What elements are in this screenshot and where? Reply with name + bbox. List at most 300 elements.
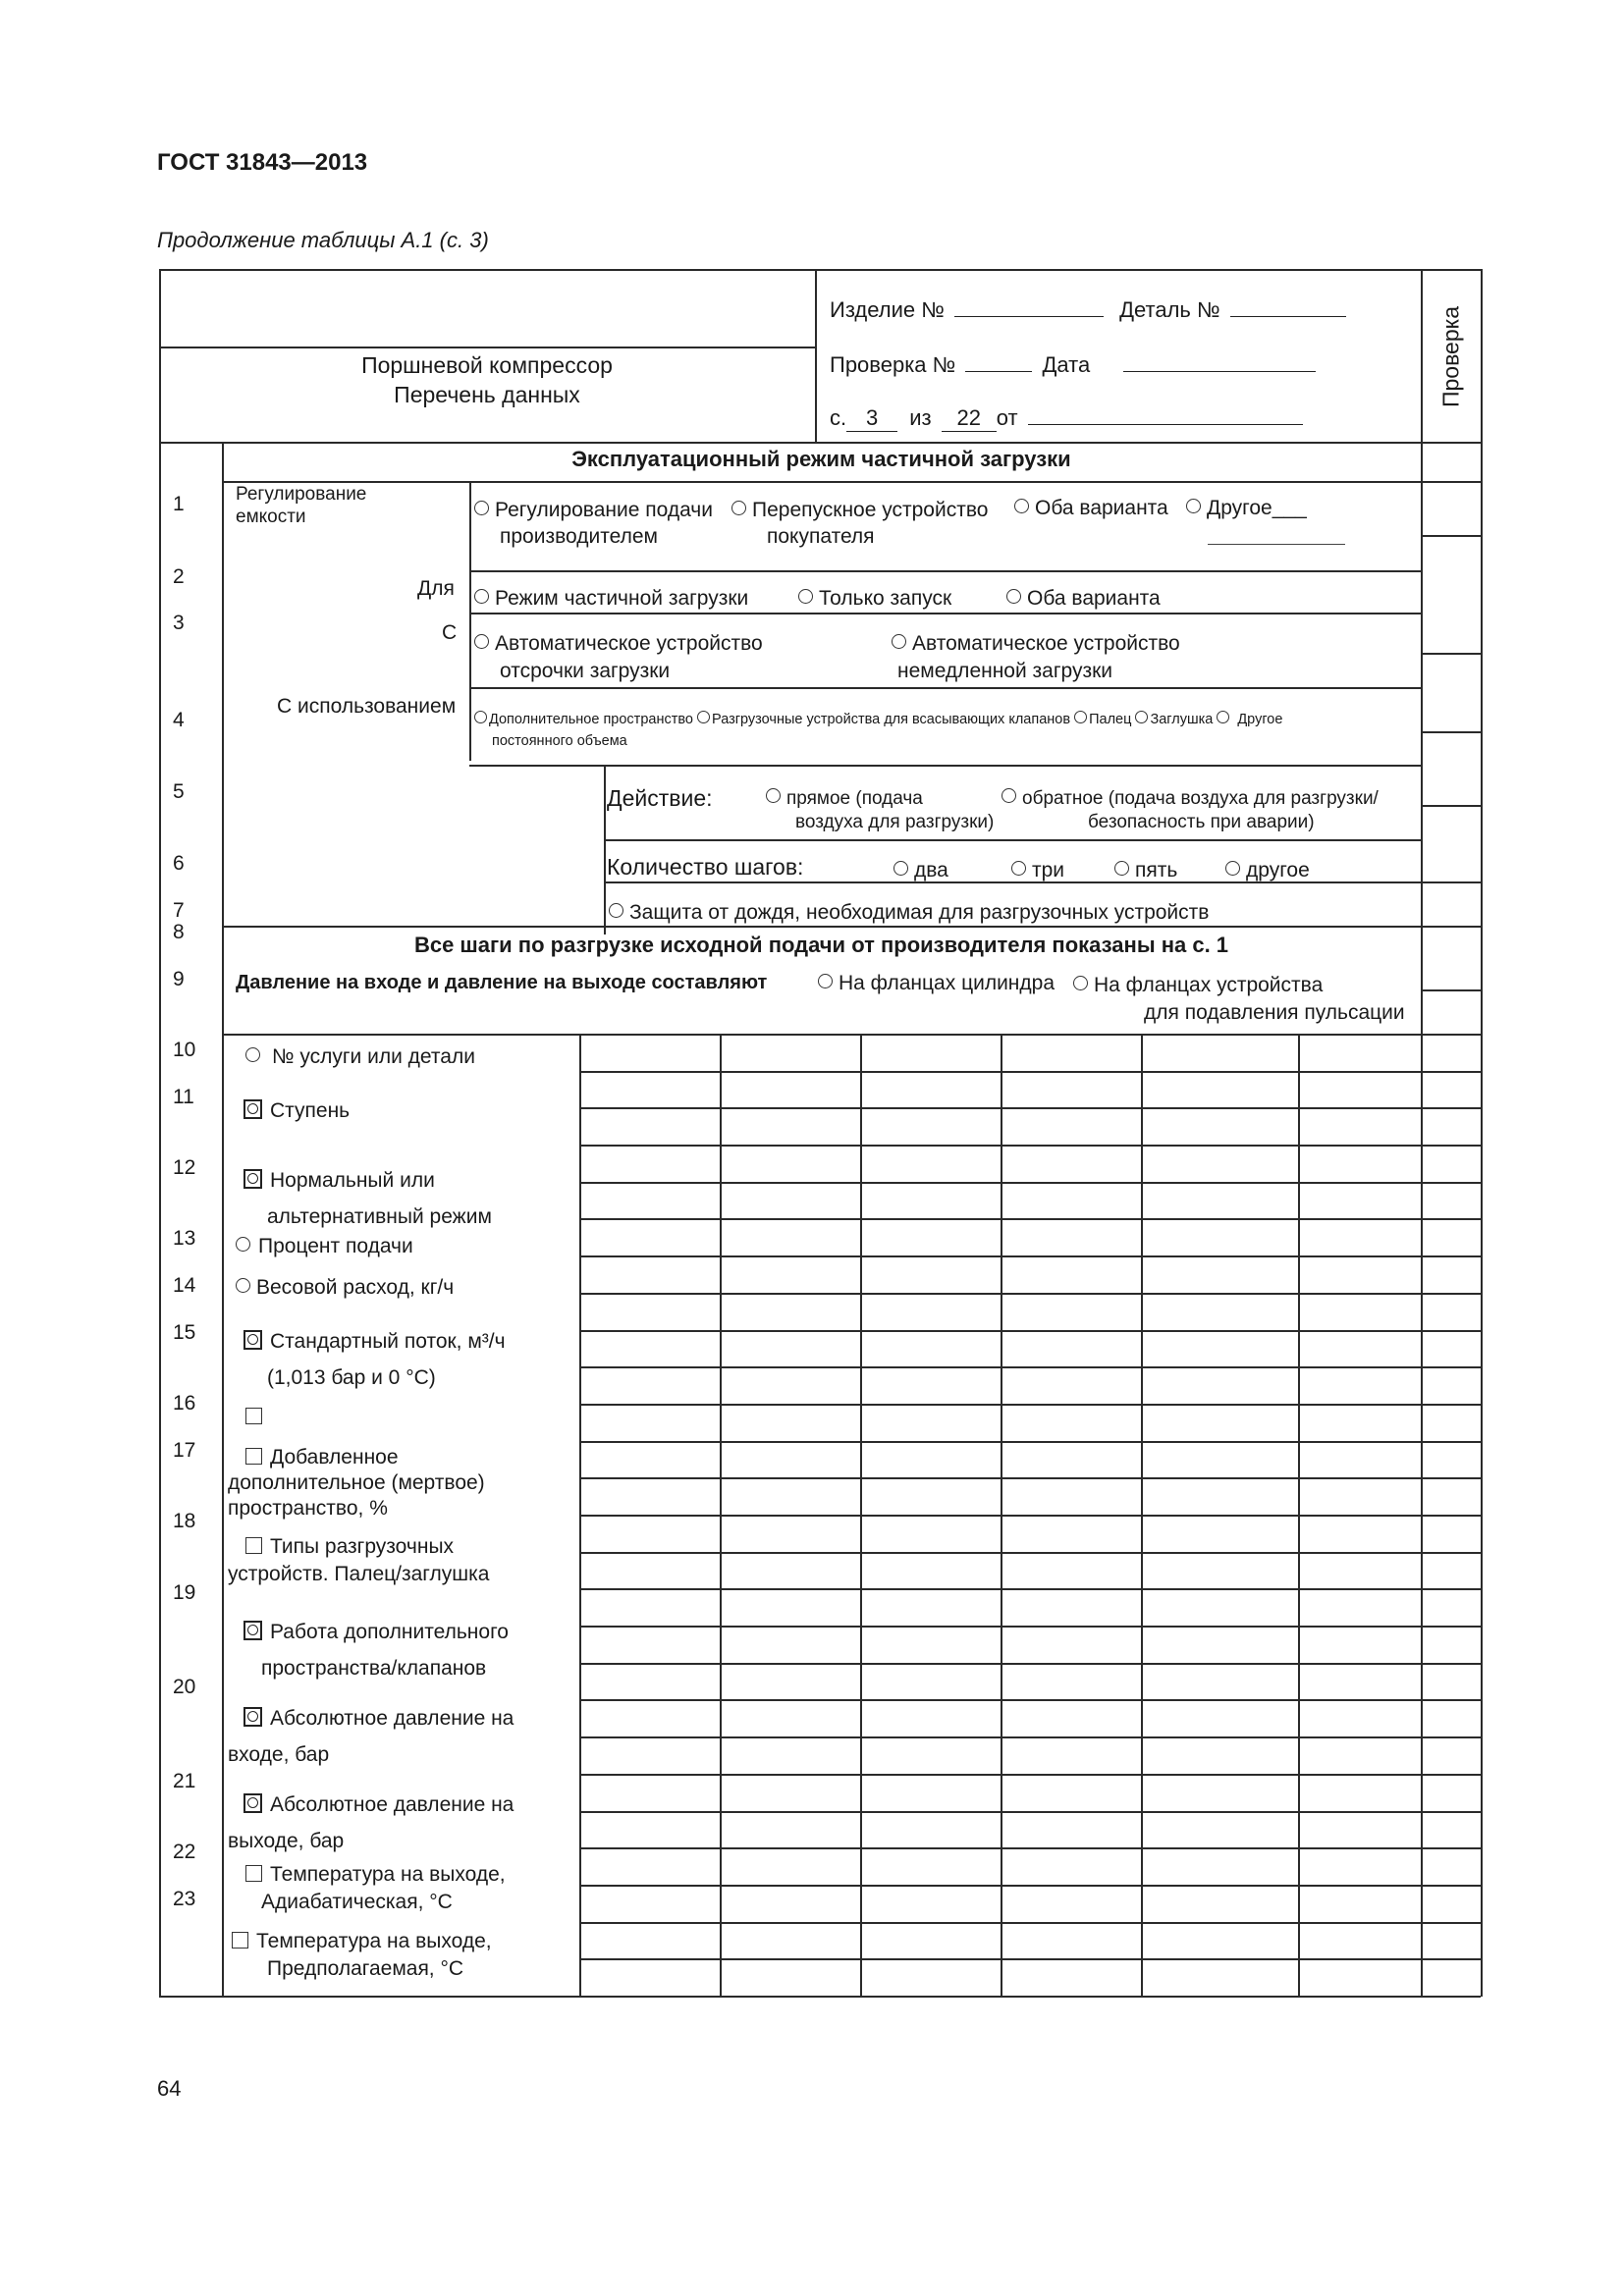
grid-cell[interactable] xyxy=(1143,1184,1297,1218)
with-option-2-line2: немедленной загрузки xyxy=(897,660,1113,682)
row-number: 8 xyxy=(173,921,185,943)
check-cell[interactable] xyxy=(1423,1109,1480,1144)
grid-cell[interactable] xyxy=(1143,1479,1297,1514)
steps-option-3[interactable] xyxy=(1114,859,1177,882)
grid-cell[interactable] xyxy=(1300,1554,1420,1588)
checkbox-icon[interactable] xyxy=(245,1537,262,1554)
grid-cell[interactable] xyxy=(862,1590,1000,1625)
grid-cell[interactable] xyxy=(1002,1590,1140,1625)
grid-cell[interactable] xyxy=(1143,1147,1297,1181)
radio-icon[interactable] xyxy=(474,634,489,649)
using-option-4[interactable] xyxy=(1135,712,1213,727)
check-cell[interactable] xyxy=(1423,1406,1480,1440)
grid-cell[interactable] xyxy=(581,1109,719,1144)
grid-cell[interactable] xyxy=(722,1073,859,1107)
grid-cell[interactable] xyxy=(1300,1443,1420,1477)
data-row-label-text: Типы разгрузочных xyxy=(270,1535,455,1558)
check-cell[interactable] xyxy=(1423,1184,1480,1218)
grid-cell[interactable] xyxy=(1002,1368,1140,1403)
check-cell[interactable] xyxy=(1423,1036,1480,1070)
grid-cell[interactable] xyxy=(722,1109,859,1144)
grid-cell[interactable] xyxy=(1002,1036,1140,1070)
row-number: 5 xyxy=(173,780,185,803)
radio-icon[interactable] xyxy=(893,861,908,876)
grid-cell[interactable] xyxy=(862,1257,1000,1292)
grid-cell[interactable] xyxy=(862,1887,1000,1921)
check-cell[interactable] xyxy=(1423,1332,1480,1366)
checked-radio-box-icon[interactable] xyxy=(244,1169,262,1189)
grid-cell[interactable] xyxy=(581,1406,719,1440)
grid-cell[interactable] xyxy=(581,1960,719,1995)
grid-cell[interactable] xyxy=(1002,1628,1140,1662)
radio-icon[interactable] xyxy=(236,1278,250,1293)
grid-cell[interactable] xyxy=(1002,1665,1140,1699)
grid-cell[interactable] xyxy=(1002,1184,1140,1218)
using-option-5-label: Другое xyxy=(1237,712,1283,727)
check-cell[interactable] xyxy=(1423,1849,1480,1884)
grid-cell[interactable] xyxy=(722,1665,859,1699)
radio-icon[interactable] xyxy=(1074,711,1087,723)
grid-cell[interactable] xyxy=(1002,1147,1140,1181)
radio-icon[interactable] xyxy=(697,711,710,723)
page-number: 64 xyxy=(157,2076,182,2101)
grid-cell[interactable] xyxy=(1143,1554,1297,1588)
grid-cell[interactable] xyxy=(581,1665,719,1699)
grid-cell[interactable] xyxy=(1300,1665,1420,1699)
radio-icon[interactable] xyxy=(1011,861,1026,876)
grid-cell[interactable] xyxy=(862,1701,1000,1735)
grid-cell[interactable] xyxy=(862,1849,1000,1884)
pressure-option-2[interactable] xyxy=(1073,972,1405,1027)
check-cell[interactable] xyxy=(1423,1813,1480,1847)
data-row-label-line2: (1,013 бар и 0 °С) xyxy=(267,1366,436,1389)
radio-icon[interactable] xyxy=(766,788,781,803)
grid-cell[interactable] xyxy=(1002,1887,1140,1921)
for-option-2[interactable] xyxy=(798,587,951,611)
grid-cell[interactable] xyxy=(581,1147,719,1181)
grid-cell[interactable] xyxy=(1300,1295,1420,1329)
grid-cell[interactable] xyxy=(1143,1701,1297,1735)
data-row-label-line2: дополнительное (мертвое) xyxy=(228,1471,485,1494)
grid-cell[interactable] xyxy=(1300,1184,1420,1218)
grid-cell[interactable] xyxy=(1002,1738,1140,1773)
radio-icon[interactable] xyxy=(1217,711,1229,723)
grid-cell[interactable] xyxy=(1002,1220,1140,1255)
radio-icon[interactable] xyxy=(1135,711,1148,723)
checkbox-icon[interactable] xyxy=(245,1865,262,1882)
row-divider xyxy=(604,839,1421,841)
grid-cell[interactable] xyxy=(581,1517,719,1551)
checked-radio-box-icon[interactable] xyxy=(244,1621,262,1640)
row-number: 17 xyxy=(173,1439,196,1462)
date-field[interactable] xyxy=(1123,351,1316,372)
pressure-option-1[interactable] xyxy=(818,972,1055,995)
grid-cell[interactable] xyxy=(722,1738,859,1773)
grid-cell[interactable] xyxy=(581,1257,719,1292)
radio-icon[interactable] xyxy=(1006,589,1021,604)
grid-cell[interactable] xyxy=(581,1590,719,1625)
check-cell[interactable] xyxy=(1423,1887,1480,1921)
check-cell-divider xyxy=(1421,653,1481,655)
check-cell[interactable] xyxy=(1423,1443,1480,1477)
for-option-1[interactable] xyxy=(474,587,748,611)
grid-cell[interactable] xyxy=(1143,1295,1297,1329)
data-row-label-line2: выходе, бар xyxy=(228,1830,345,1852)
data-row-label[interactable] xyxy=(236,1235,413,1258)
grid-cell[interactable] xyxy=(581,1036,719,1070)
rain-protection-option[interactable] xyxy=(609,901,1209,925)
action-option-1-label: прямое (подача xyxy=(786,788,923,809)
steps-option-1[interactable] xyxy=(893,859,948,882)
grid-cell[interactable] xyxy=(1300,1813,1420,1847)
grid-cell[interactable] xyxy=(722,1295,859,1329)
grid-cell[interactable] xyxy=(722,1220,859,1255)
row-number-column-border xyxy=(222,442,224,1997)
grid-cell[interactable] xyxy=(581,1479,719,1514)
section2-top-divider xyxy=(222,926,1481,928)
check-cell[interactable] xyxy=(1423,1665,1480,1699)
grid-cell[interactable] xyxy=(1300,1628,1420,1662)
radio-icon[interactable] xyxy=(1073,976,1088,990)
checked-radio-box-icon[interactable] xyxy=(244,1330,262,1350)
grid-cell[interactable] xyxy=(862,1738,1000,1773)
using-option-4-label: Заглушка xyxy=(1150,712,1214,727)
check-cell[interactable] xyxy=(1423,1479,1480,1514)
grid-cell[interactable] xyxy=(862,1184,1000,1218)
grid-cell[interactable] xyxy=(1143,1924,1297,1958)
check-cell[interactable] xyxy=(1423,1073,1480,1107)
grid-cell[interactable] xyxy=(1300,1073,1420,1107)
check-cell[interactable] xyxy=(1423,1628,1480,1662)
grid-cell[interactable] xyxy=(1143,1220,1297,1255)
grid-cell[interactable] xyxy=(1143,1960,1297,1995)
grid-cell[interactable] xyxy=(862,1628,1000,1662)
grid-cell[interactable] xyxy=(722,1701,859,1735)
row-number: 20 xyxy=(173,1676,196,1698)
grid-cell[interactable] xyxy=(862,1924,1000,1958)
table-border-right xyxy=(1481,269,1483,1997)
grid-cell[interactable] xyxy=(862,1443,1000,1477)
data-row-label-text: Ступень xyxy=(270,1099,351,1122)
grid-cell[interactable] xyxy=(1300,1887,1420,1921)
grid-cell[interactable] xyxy=(581,1849,719,1884)
radio-icon[interactable] xyxy=(474,501,489,515)
grid-cell[interactable] xyxy=(1002,1517,1140,1551)
grid-cell[interactable] xyxy=(1300,1036,1420,1070)
capacity-option-3-label: Оба варианта xyxy=(1035,497,1168,519)
grid-cell[interactable] xyxy=(1002,1109,1140,1144)
grid-cell[interactable] xyxy=(1002,1257,1140,1292)
from-field[interactable] xyxy=(1028,404,1303,425)
data-row-label[interactable] xyxy=(228,1787,514,1859)
grid-cell[interactable] xyxy=(1143,1849,1297,1884)
data-row-label[interactable] xyxy=(232,1928,492,1983)
grid-cell[interactable] xyxy=(1143,1517,1297,1551)
item-no-field[interactable] xyxy=(954,296,1104,317)
capacity-option-4[interactable] xyxy=(1186,497,1307,520)
grid-cell[interactable] xyxy=(862,1776,1000,1810)
grid-cell[interactable] xyxy=(1143,1776,1297,1810)
check-cell[interactable] xyxy=(1423,1517,1480,1551)
grid-cell[interactable] xyxy=(581,1368,719,1403)
radio-icon[interactable] xyxy=(818,974,833,988)
with-option-1-label: Автоматическое устройство xyxy=(495,632,763,655)
data-row-label[interactable] xyxy=(228,1700,514,1773)
for-option-3[interactable] xyxy=(1006,587,1161,611)
grid-cell[interactable] xyxy=(581,1628,719,1662)
data-row-label[interactable] xyxy=(226,1533,489,1588)
checked-radio-box-icon[interactable] xyxy=(244,1099,262,1119)
radio-icon[interactable] xyxy=(1114,861,1129,876)
data-row-label[interactable] xyxy=(244,1614,509,1686)
row-number: 22 xyxy=(173,1841,196,1863)
data-row-label[interactable] xyxy=(240,1861,506,1916)
grid-cell[interactable] xyxy=(722,1554,859,1588)
grid-cell[interactable] xyxy=(1002,1776,1140,1810)
grid-cell[interactable] xyxy=(722,1960,859,1995)
capacity-option-4-label: Другое___ xyxy=(1207,497,1307,519)
grid-cell[interactable] xyxy=(1002,1849,1140,1884)
capacity-option-2[interactable] xyxy=(731,497,988,550)
radio-icon[interactable] xyxy=(245,1047,260,1062)
grid-cell[interactable] xyxy=(722,1590,859,1625)
check-cell[interactable] xyxy=(1423,1220,1480,1255)
data-row-label[interactable] xyxy=(245,1045,475,1069)
grid-cell[interactable] xyxy=(1002,1701,1140,1735)
radio-icon[interactable] xyxy=(798,589,813,604)
steps-option-2[interactable] xyxy=(1011,859,1064,882)
grid-cell[interactable] xyxy=(722,1332,859,1366)
grid-cell[interactable] xyxy=(862,1517,1000,1551)
radio-icon[interactable] xyxy=(731,501,746,515)
grid-cell[interactable] xyxy=(862,1220,1000,1255)
grid-cell[interactable] xyxy=(1300,1220,1420,1255)
steps-option-4[interactable] xyxy=(1225,859,1310,882)
data-row-label[interactable] xyxy=(244,1162,492,1235)
using-option-5[interactable] xyxy=(1217,712,1282,727)
with-option-1[interactable] xyxy=(474,630,763,685)
section1-title-divider xyxy=(222,481,1481,483)
grid-cell[interactable] xyxy=(1002,1443,1140,1477)
grid-cell[interactable] xyxy=(1143,1368,1297,1403)
check-column-header: Проверка xyxy=(1437,305,1464,408)
grid-cell[interactable] xyxy=(1143,1257,1297,1292)
page-total-field[interactable]: 22 xyxy=(942,405,997,432)
grid-cell[interactable] xyxy=(1300,1147,1420,1181)
grid-cell[interactable] xyxy=(1300,1776,1420,1810)
radio-icon[interactable] xyxy=(1225,861,1240,876)
grid-cell[interactable] xyxy=(1143,1738,1297,1773)
check-cell[interactable] xyxy=(1423,1590,1480,1625)
grid-cell[interactable] xyxy=(1300,1701,1420,1735)
grid-cell[interactable] xyxy=(862,1147,1000,1181)
grid-cell[interactable] xyxy=(862,1368,1000,1403)
row-number: 6 xyxy=(173,852,185,875)
grid-cell[interactable] xyxy=(862,1109,1000,1144)
capacity-option-3[interactable] xyxy=(1014,497,1168,520)
part-no-label: Деталь № xyxy=(1119,297,1220,322)
options-column-border xyxy=(469,481,471,761)
check-cell[interactable] xyxy=(1423,1738,1480,1773)
data-row-label[interactable] xyxy=(245,1406,270,1429)
grid-cell[interactable] xyxy=(581,1738,719,1773)
grid-cell[interactable] xyxy=(862,1479,1000,1514)
radio-icon[interactable] xyxy=(474,711,487,723)
capacity-option-1-label: Регулирование подачи xyxy=(495,499,713,521)
grid-cell[interactable] xyxy=(862,1665,1000,1699)
grid-cell[interactable] xyxy=(722,1184,859,1218)
grid-cell[interactable] xyxy=(722,1036,859,1070)
grid-cell[interactable] xyxy=(581,1924,719,1958)
checked-radio-box-icon[interactable] xyxy=(244,1707,262,1727)
action-option-2-line2: безопасность при аварии) xyxy=(1088,812,1315,832)
grid-cell[interactable] xyxy=(1143,1665,1297,1699)
grid-cell[interactable] xyxy=(1002,1406,1140,1440)
grid-cell[interactable] xyxy=(862,1073,1000,1107)
grid-cell[interactable] xyxy=(1002,1295,1140,1329)
grid-cell[interactable] xyxy=(722,1628,859,1662)
radio-icon[interactable] xyxy=(609,903,623,918)
grid-cell[interactable] xyxy=(1002,1332,1140,1366)
check-cell[interactable] xyxy=(1423,1257,1480,1292)
grid-cell[interactable] xyxy=(581,1332,719,1366)
grid-cell[interactable] xyxy=(722,1849,859,1884)
grid-cell[interactable] xyxy=(1300,1368,1420,1403)
data-row-label-text: Работа дополнительного xyxy=(270,1621,509,1643)
grid-cell[interactable] xyxy=(862,1406,1000,1440)
check-cell[interactable] xyxy=(1423,1924,1480,1958)
grid-cell[interactable] xyxy=(581,1443,719,1477)
grid-cell[interactable] xyxy=(722,1887,859,1921)
data-row-label[interactable] xyxy=(236,1276,454,1300)
grid-cell[interactable] xyxy=(1002,1924,1140,1958)
grid-cell[interactable] xyxy=(581,1813,719,1847)
grid-cell[interactable] xyxy=(862,1960,1000,1995)
grid-cell[interactable] xyxy=(1300,1517,1420,1551)
grid-cell[interactable] xyxy=(1300,1406,1420,1440)
sheet-title-line2: Перечень данных xyxy=(394,382,580,407)
grid-cell[interactable] xyxy=(581,1776,719,1810)
check-cell[interactable] xyxy=(1423,1960,1480,1995)
grid-cell[interactable] xyxy=(581,1073,719,1107)
grid-cell[interactable] xyxy=(722,1257,859,1292)
grid-cell[interactable] xyxy=(1300,1590,1420,1625)
with-option-2[interactable] xyxy=(892,630,1180,685)
grid-cell[interactable] xyxy=(581,1220,719,1255)
action-option-1[interactable] xyxy=(766,787,994,834)
radio-icon[interactable] xyxy=(1001,788,1016,803)
grid-cell[interactable] xyxy=(722,1776,859,1810)
row-number: 16 xyxy=(173,1392,196,1415)
grid-cell[interactable] xyxy=(722,1517,859,1551)
radio-icon[interactable] xyxy=(1014,499,1029,513)
grid-cell[interactable] xyxy=(1002,1554,1140,1588)
grid-cell[interactable] xyxy=(862,1554,1000,1588)
checked-radio-box-icon[interactable] xyxy=(244,1793,262,1813)
data-row-label-text: Температура на выходе, xyxy=(256,1930,492,1952)
grid-cell[interactable] xyxy=(1300,1109,1420,1144)
grid-cell[interactable] xyxy=(1143,1628,1297,1662)
data-row-label[interactable] xyxy=(244,1099,350,1123)
grid-cell[interactable] xyxy=(1002,1813,1140,1847)
grid-cell[interactable] xyxy=(581,1887,719,1921)
radio-icon[interactable] xyxy=(236,1237,250,1252)
grid-cell[interactable] xyxy=(1002,1479,1140,1514)
check-cell[interactable] xyxy=(1423,1776,1480,1810)
action-column-border xyxy=(604,765,606,934)
checkbox-icon[interactable] xyxy=(245,1408,262,1424)
grid-cell[interactable] xyxy=(722,1813,859,1847)
check-cell[interactable] xyxy=(1423,1295,1480,1329)
page-current-field[interactable]: 3 xyxy=(846,405,897,432)
grid-cell[interactable] xyxy=(1300,1960,1420,1995)
grid-cell[interactable] xyxy=(862,1332,1000,1366)
grid-cell[interactable] xyxy=(722,1368,859,1403)
part-no-field[interactable] xyxy=(1230,296,1346,317)
using-option-1[interactable] xyxy=(474,712,693,727)
grid-cell[interactable] xyxy=(862,1036,1000,1070)
grid-cell[interactable] xyxy=(1300,1849,1420,1884)
check-cell[interactable] xyxy=(1423,1147,1480,1181)
grid-cell[interactable] xyxy=(722,1406,859,1440)
grid-cell[interactable] xyxy=(722,1443,859,1477)
radio-icon[interactable] xyxy=(1186,499,1201,513)
check-no-field[interactable] xyxy=(965,351,1032,372)
data-row-label-line2: Адиабатическая, °С xyxy=(261,1891,453,1913)
check-cell[interactable] xyxy=(1423,1701,1480,1735)
grid-cell[interactable] xyxy=(581,1701,719,1735)
grid-cell[interactable] xyxy=(1143,1813,1297,1847)
grid-cell[interactable] xyxy=(1300,1738,1420,1773)
checkbox-icon[interactable] xyxy=(245,1448,262,1465)
grid-cell[interactable] xyxy=(862,1295,1000,1329)
grid-cell[interactable] xyxy=(1300,1332,1420,1366)
grid-cell[interactable] xyxy=(1002,1960,1140,1995)
grid-cell[interactable] xyxy=(722,1147,859,1181)
capacity-option-1[interactable] xyxy=(474,497,713,550)
grid-cell[interactable] xyxy=(862,1813,1000,1847)
check-cell[interactable] xyxy=(1423,1368,1480,1403)
grid-cell[interactable] xyxy=(1143,1443,1297,1477)
radio-icon[interactable] xyxy=(892,634,906,649)
grid-cell[interactable] xyxy=(1143,1406,1297,1440)
grid-cell[interactable] xyxy=(1143,1109,1297,1144)
grid-cell[interactable] xyxy=(1143,1332,1297,1366)
grid-cell[interactable] xyxy=(581,1295,719,1329)
grid-cell[interactable] xyxy=(1300,1924,1420,1958)
grid-cell[interactable] xyxy=(722,1924,859,1958)
grid-cell[interactable] xyxy=(1143,1590,1297,1625)
using-option-2[interactable] xyxy=(697,712,1070,727)
check-cell[interactable] xyxy=(1423,1554,1480,1588)
other-capacity-field[interactable] xyxy=(1208,544,1345,545)
data-row-label[interactable] xyxy=(226,1445,485,1522)
grid-cell[interactable] xyxy=(581,1184,719,1218)
grid-cell[interactable] xyxy=(1143,1073,1297,1107)
radio-icon[interactable] xyxy=(474,589,489,604)
grid-cell[interactable] xyxy=(581,1554,719,1588)
grid-cell[interactable] xyxy=(1300,1257,1420,1292)
action-option-2[interactable] xyxy=(1001,787,1379,834)
grid-cell[interactable] xyxy=(1143,1887,1297,1921)
grid-cell[interactable] xyxy=(1143,1036,1297,1070)
grid-cell[interactable] xyxy=(1300,1479,1420,1514)
checkbox-icon[interactable] xyxy=(232,1932,248,1949)
data-row-label[interactable] xyxy=(244,1323,506,1396)
grid-cell[interactable] xyxy=(1002,1073,1140,1107)
using-option-3[interactable] xyxy=(1074,712,1131,727)
grid-cell[interactable] xyxy=(722,1479,859,1514)
